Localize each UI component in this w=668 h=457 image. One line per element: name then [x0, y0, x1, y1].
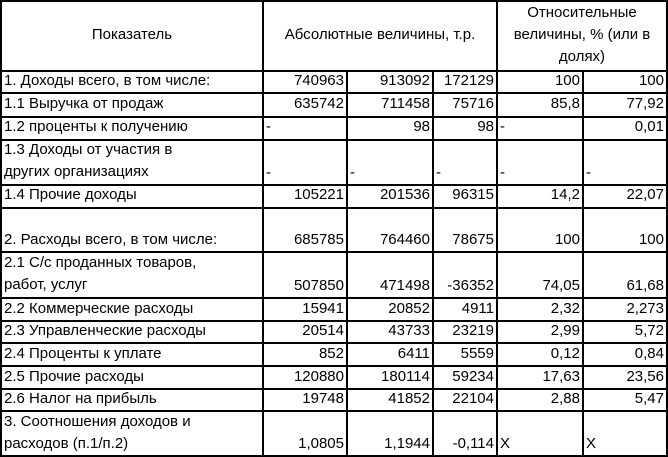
- cell-value: -: [350, 164, 355, 181]
- cell-value: -: [500, 118, 505, 135]
- cell-value: 20514: [302, 322, 344, 339]
- cell-value: 23219: [452, 322, 494, 339]
- cell-value: -: [586, 164, 591, 181]
- row-label: работ, услуг: [4, 276, 88, 293]
- cell-value: 15941: [302, 300, 344, 317]
- cell-value: 120880: [293, 368, 344, 385]
- cell-value: 201536: [379, 186, 430, 203]
- cell-value: 98: [477, 118, 494, 135]
- cell-value: 100: [554, 231, 580, 248]
- row-label: 1. Доходы всего, в том числе:: [4, 72, 211, 89]
- row-label: 1.2 проценты к получению: [4, 118, 188, 135]
- cell-value: X: [500, 435, 511, 452]
- cell-value: 685785: [293, 231, 344, 248]
- cell-value: 14,2: [550, 186, 580, 203]
- row-label: 2. Расходы всего, в том числе:: [4, 231, 218, 248]
- cell-value: 19748: [302, 390, 344, 407]
- border-left: [0, 0, 2, 457]
- cell-value: 852: [318, 345, 344, 362]
- cell-value: 0,01: [634, 118, 664, 135]
- cell-value: 43733: [388, 322, 430, 339]
- cell-value: 913092: [379, 72, 430, 89]
- cell-value: 20852: [388, 300, 430, 317]
- border-row: [0, 207, 668, 209]
- cell-value: 17,63: [542, 368, 580, 385]
- cell-value: 764460: [379, 231, 430, 248]
- header-relative-values: величины, % (или в: [513, 26, 651, 43]
- cell-value: 98: [413, 118, 430, 135]
- cell-value: 100: [638, 72, 664, 89]
- cell-value: 75716: [452, 95, 494, 112]
- cell-value: 2,273: [626, 300, 664, 317]
- cell-value: -: [266, 164, 271, 181]
- cell-value: 635742: [293, 95, 344, 112]
- row-label: 3. Соотношения доходов и: [4, 413, 191, 430]
- cell-value: 59234: [452, 368, 494, 385]
- row-label: 2.2 Коммерческие расходы: [4, 300, 194, 317]
- cell-value: 1,0805: [298, 435, 344, 452]
- row-label: 2.3 Управленческие расходы: [4, 322, 206, 339]
- cell-value: 85,8: [550, 95, 580, 112]
- cell-value: -: [500, 164, 505, 181]
- cell-value: 507850: [293, 277, 344, 294]
- cell-value: 22,07: [626, 186, 664, 203]
- row-label: 1.3 Доходы от участия в: [4, 141, 173, 158]
- cell-value: 105221: [293, 186, 344, 203]
- cell-value: -0,114: [452, 435, 494, 452]
- cell-value: 77,92: [626, 95, 664, 112]
- cell-value: 5559: [460, 345, 494, 362]
- cell-value: 471498: [379, 277, 430, 294]
- header-indicator: Показатель: [91, 26, 173, 43]
- cell-value: 0,12: [550, 345, 580, 362]
- row-label: 2.6 Налог на прибыль: [4, 390, 157, 407]
- cell-value: X: [586, 435, 597, 452]
- row-label: 1.1 Выручка от продаж: [4, 95, 164, 112]
- cell-value: 172129: [443, 72, 494, 89]
- cell-value: 6411: [397, 345, 430, 362]
- cell-value: 23,56: [626, 368, 664, 385]
- header-relative-values: Относительные: [527, 4, 637, 21]
- cell-value: 711458: [381, 95, 430, 112]
- cell-value: 41852: [388, 390, 430, 407]
- cell-value: 740963: [293, 72, 344, 89]
- row-label: 2.1 С/с проданных товаров,: [4, 254, 197, 271]
- cell-value: 5,47: [634, 390, 664, 407]
- cell-value: 2,88: [550, 390, 580, 407]
- cell-value: 0,84: [634, 345, 664, 362]
- cell-value: -: [436, 164, 441, 181]
- border-top: [0, 0, 668, 2]
- row-label: 2.5 Прочие расходы: [4, 368, 144, 385]
- cell-value: 2,99: [550, 322, 580, 339]
- header-absolute-values: Абсолютные величины, т.р.: [284, 26, 476, 43]
- row-label: других организациях: [4, 163, 149, 180]
- row-label: 2.4 Проценты к уплате: [4, 345, 162, 362]
- row-label: расходов (п.1/п.2): [4, 435, 129, 452]
- cell-value: 180114: [381, 368, 430, 385]
- cell-value: 1,1944: [384, 435, 430, 452]
- cell-value: 78675: [452, 231, 494, 248]
- cell-value: 5,72: [634, 322, 664, 339]
- cell-value: 4911: [461, 300, 494, 317]
- cell-value: 61,68: [626, 277, 664, 294]
- cell-value: 74,05: [542, 277, 580, 294]
- cell-value: 100: [638, 231, 664, 248]
- cell-value: -: [266, 118, 271, 135]
- row-label: 1.4 Прочие доходы: [4, 186, 137, 203]
- cell-value: 22104: [452, 390, 494, 407]
- cell-value: 96315: [452, 186, 494, 203]
- header-relative-values: долях): [558, 48, 606, 65]
- cell-value: 100: [554, 72, 580, 89]
- cell-value: 2,32: [550, 300, 580, 317]
- cell-value: -36352: [447, 277, 494, 294]
